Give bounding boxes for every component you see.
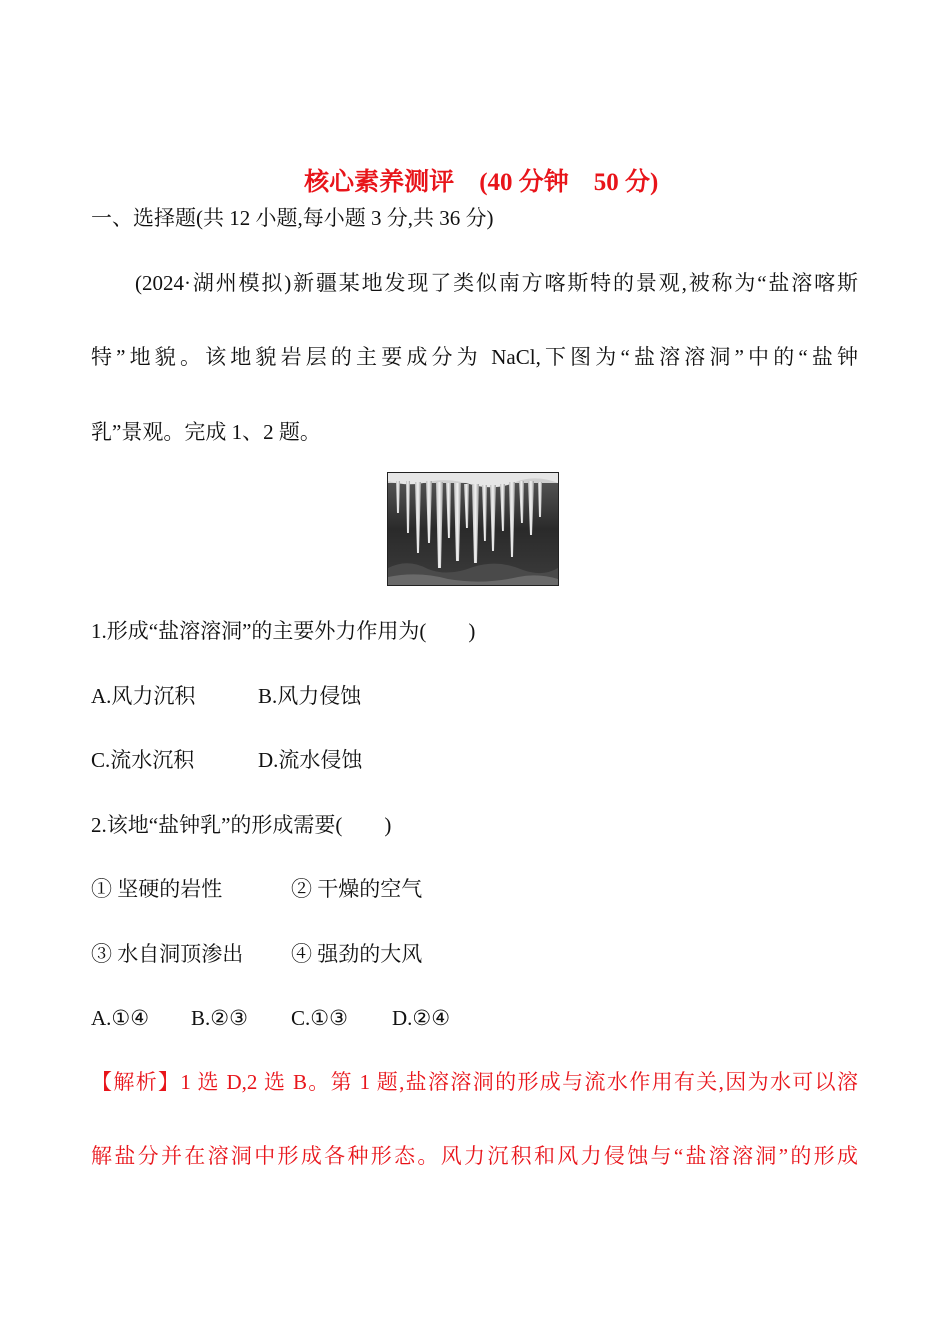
analysis-line-1: 【解析】1 选 D,2 选 B。第 1 题,盐溶溶洞的形成与流水作用有关,因为水可以溶 [91, 1070, 858, 1094]
salt-stalactite-photo [387, 472, 559, 586]
analysis-line-2: 解盐分并在溶洞中形成各种形态。风力沉积和风力侵蚀与“盐溶溶洞”的形成 [91, 1144, 858, 1168]
title-duration-score: (40 分钟 50 分) [479, 169, 659, 196]
q2-option-c: C.①③ [291, 1006, 348, 1030]
passage-line-2: 特”地貌。该地貌岩层的主要成分为 NaCl,下图为“盐溶溶洞”中的“盐钟 [91, 345, 858, 369]
cave-image-icon [388, 473, 558, 585]
section-heading: 一、选择题(共 12 小题,每小题 3 分,共 36 分) [91, 206, 494, 230]
passage-line-3: 乳”景观。完成 1、2 题。 [91, 420, 321, 444]
q2-option-d: D.②④ [392, 1006, 451, 1030]
question-2-stem: 2.该地“盐钟乳”的形成需要( ) [91, 813, 392, 837]
q1-option-a: A.风力沉积 [91, 684, 196, 708]
q2-item-2: ② 干燥的空气 [291, 877, 423, 901]
q2-option-a: A.①④ [91, 1006, 150, 1030]
question-1-stem: 1.形成“盐溶溶洞”的主要外力作用为( ) [91, 619, 476, 643]
q1-option-d: D.流水侵蚀 [258, 748, 363, 772]
passage-line-1: (2024·湖州模拟)新疆某地发现了类似南方喀斯特的景观,被称为“盐溶喀斯 [135, 271, 858, 295]
q2-item-3: ③ 水自洞顶渗出 [91, 942, 244, 966]
q1-option-b: B.风力侵蚀 [258, 684, 362, 708]
page-title [0, 134, 950, 198]
title-main: 核心素养测评 [304, 169, 455, 196]
q2-item-1: ① 坚硬的岩性 [91, 877, 223, 901]
q2-item-4: ④ 强劲的大风 [291, 942, 423, 966]
q2-option-b: B.②③ [191, 1006, 248, 1030]
q1-option-c: C.流水沉积 [91, 748, 195, 772]
